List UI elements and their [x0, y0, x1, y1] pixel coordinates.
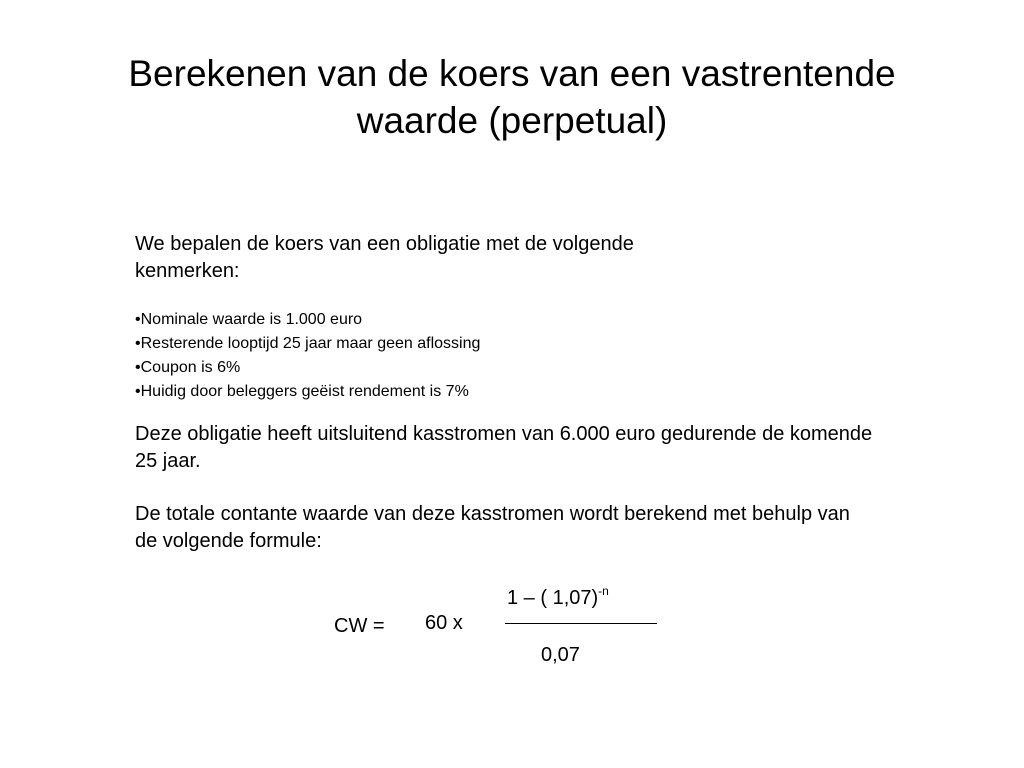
formula-denominator: 0,07: [541, 644, 580, 666]
intro-text: We bepalen de koers van een obligatie met de volgende kenmerken:: [135, 233, 634, 282]
characteristics-list: [135, 308, 895, 404]
formula-exponent: -n: [598, 584, 609, 598]
list-item: • Huidig door beleggers geëist rendement is 7%: [135, 380, 895, 404]
cashflow-paragraph: Deze obligatie heeft uitsluitend kasstromen van 6.000 euro gedurende de komende 25 jaar.: [135, 423, 873, 472]
formula-intro-paragraph: De totale contante waarde van deze kasstromen wordt berekend met behulp van de volgende formule:: [135, 503, 850, 552]
formula-lhs: CW =: [334, 615, 385, 637]
fraction-bar: [505, 623, 657, 624]
list-item: • Nominale waarde is 1.000 euro: [135, 308, 895, 332]
list-item: • Coupon is 6%: [135, 356, 895, 380]
slide-title-line-2: waarde (perpetual): [356, 100, 668, 141]
formula-numerator: [507, 586, 609, 610]
list-item: • Resterende looptijd 25 jaar maar geen aflossing: [135, 332, 895, 356]
slide-title-line-1: Berekenen van de koers van een vastrentende: [128, 53, 896, 94]
formula-factor: 60 x: [425, 612, 463, 634]
formula-numerator-base: 1 – ( 1,07): [507, 587, 599, 609]
slide-title: [0, 50, 1024, 144]
slide-body: [135, 231, 895, 555]
